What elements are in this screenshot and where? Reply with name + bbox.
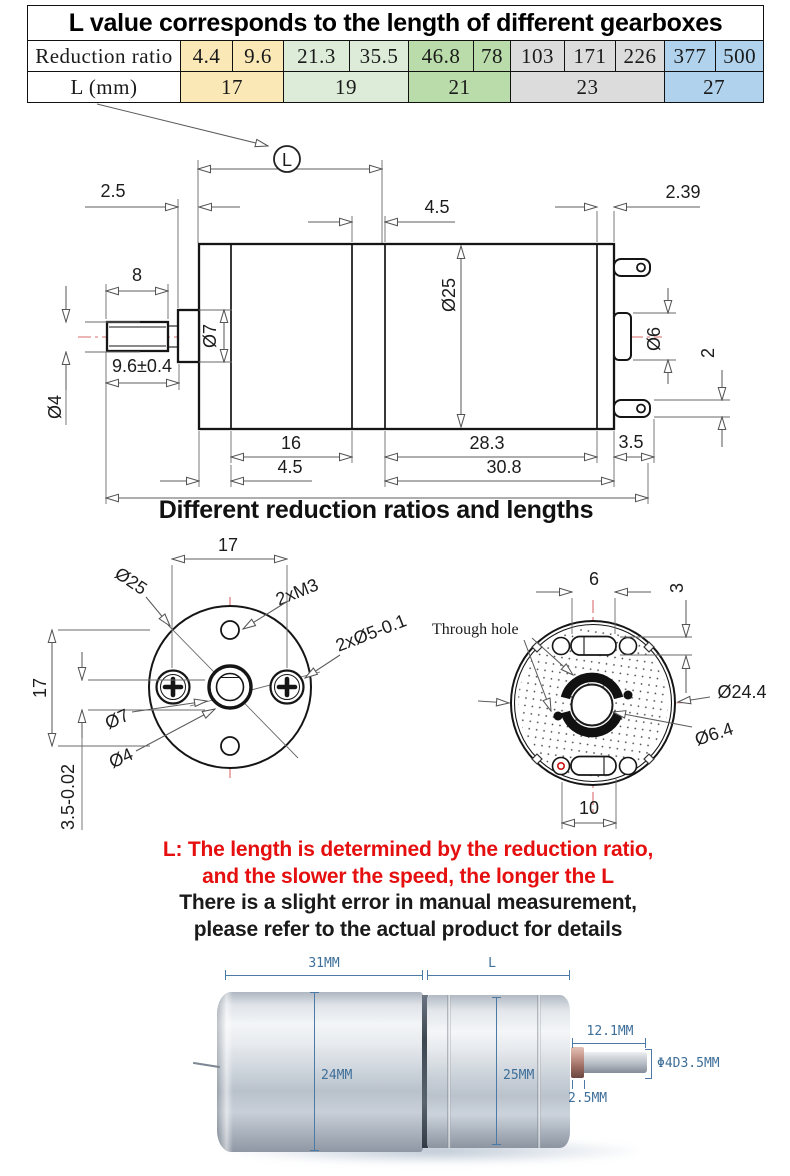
length-cell: 19 — [284, 72, 409, 103]
m3-hole-top — [221, 621, 239, 639]
photo-shaft-bushing — [571, 1047, 584, 1078]
rear-view — [432, 569, 767, 829]
length-row-header: L (mm) — [28, 72, 181, 103]
side-view — [45, 104, 730, 504]
section-heading: Different reduction ratios and lengths — [158, 496, 594, 524]
ratio-cell: 500 — [716, 41, 764, 72]
ratio-row-header: Reduction ratio — [28, 41, 181, 72]
vent-slot-bottom — [571, 757, 616, 776]
m3-hole-bottom — [221, 737, 239, 755]
label-dia24-4: Ø24.4 — [717, 682, 767, 702]
length-cell: 27 — [665, 72, 764, 103]
length-cell: 17 — [181, 72, 284, 103]
product-photo — [0, 945, 790, 1170]
ratio-cell: 46.8 — [409, 41, 474, 72]
front-view — [30, 535, 409, 830]
ratio-cell: 21.3 — [284, 41, 350, 72]
dim-10: 10 — [578, 798, 600, 818]
dim-dia25: Ø25 — [439, 277, 459, 313]
dim-4-5-bottom: 4.5 — [277, 457, 303, 477]
ratio-cell: 377 — [665, 41, 716, 72]
photo-dia-25mm: 25MM — [503, 1068, 535, 1083]
dim-2: 2 — [698, 347, 718, 359]
dim-3: 3 — [667, 582, 687, 594]
photo-motor-lead — [193, 1062, 220, 1068]
photo-gearbox-body — [427, 995, 570, 1148]
boss-outline — [614, 313, 631, 360]
photo-motor-body — [217, 992, 423, 1152]
label-dia7: Ø7 — [101, 704, 133, 734]
dim-dia7: Ø7 — [200, 323, 220, 349]
dim-dia6: Ø6 — [644, 326, 664, 352]
note-red-2: and the slower the speed, the longer the L — [202, 864, 614, 888]
table-title: L value corresponds to the length of different gearboxes — [28, 6, 764, 41]
label-2xm3: 2xM3 — [272, 574, 322, 610]
photo-dim-12-1mm: 12.1MM — [586, 1024, 634, 1039]
ratio-cell: 4.4 — [181, 41, 233, 72]
dim-2-5: 2.5 — [100, 181, 126, 201]
through-hole-top-left — [553, 638, 570, 655]
label-dia4: Ø4 — [105, 743, 137, 773]
note-black-2: please refer to the actual product for details — [193, 917, 623, 941]
dim-2-39: 2.39 — [665, 182, 701, 202]
motor-body-outline — [199, 244, 614, 429]
ratio-cell: 78 — [474, 41, 511, 72]
ratio-cell: 171 — [565, 41, 616, 72]
dim-28-3: 28.3 — [469, 433, 505, 453]
dim-6: 6 — [588, 569, 600, 589]
label-2xd5: 2xØ5-0.1 — [332, 610, 410, 656]
screw-left — [157, 671, 190, 704]
dim-dia4: Ø4 — [45, 394, 65, 420]
photo-dim-l: L — [488, 956, 496, 971]
through-hole-bottom-right — [620, 758, 637, 775]
dim-17-top: 17 — [217, 535, 239, 555]
photo-dim-31mm: 31MM — [308, 956, 340, 971]
note-red-1: L: The length is determined by the reduction ratio, — [162, 838, 654, 861]
photo-output-shaft — [584, 1052, 647, 1073]
length-cell: 23 — [511, 72, 665, 103]
dim-3-5-flat: 3.5-0.02 — [58, 763, 78, 831]
label-dia25: Ø25 — [111, 563, 151, 599]
photo-dim-2-5mm: 2.5MM — [568, 1091, 608, 1106]
dim-16: 16 — [280, 433, 302, 453]
dim-4-5-top: 4.5 — [424, 197, 450, 217]
vent-slot-top — [571, 637, 616, 656]
label-dia6-4: Ø6.4 — [692, 718, 736, 750]
dim-3-5: 3.5 — [618, 432, 644, 452]
length-cell: 21 — [409, 72, 511, 103]
ratio-cell: 226 — [616, 41, 665, 72]
ratio-cell: 35.5 — [350, 41, 409, 72]
flange-outline — [178, 310, 199, 362]
ratio-cell: 9.6 — [233, 41, 284, 72]
l-circle-label: L — [281, 150, 293, 170]
label-through-hole: Through hole — [432, 621, 519, 638]
center-bore — [572, 685, 613, 726]
dim-30-8: 30.8 — [486, 457, 522, 477]
screw-right — [271, 671, 304, 704]
photo-dia-24mm: 24MM — [321, 1068, 353, 1083]
through-hole-top-right — [620, 638, 637, 655]
dim-9-6: 9.6±0.4 — [112, 356, 172, 376]
photo-label-shaft: Φ4D3.5MM — [657, 1056, 720, 1071]
note-black-1: There is a slight error in manual measurement, — [179, 891, 637, 914]
notes-block — [26, 837, 790, 943]
shaft-outline — [107, 322, 168, 351]
dim-8: 8 — [131, 265, 143, 285]
ratio-cell: 103 — [511, 41, 565, 72]
dim-17-left: 17 — [30, 677, 50, 699]
